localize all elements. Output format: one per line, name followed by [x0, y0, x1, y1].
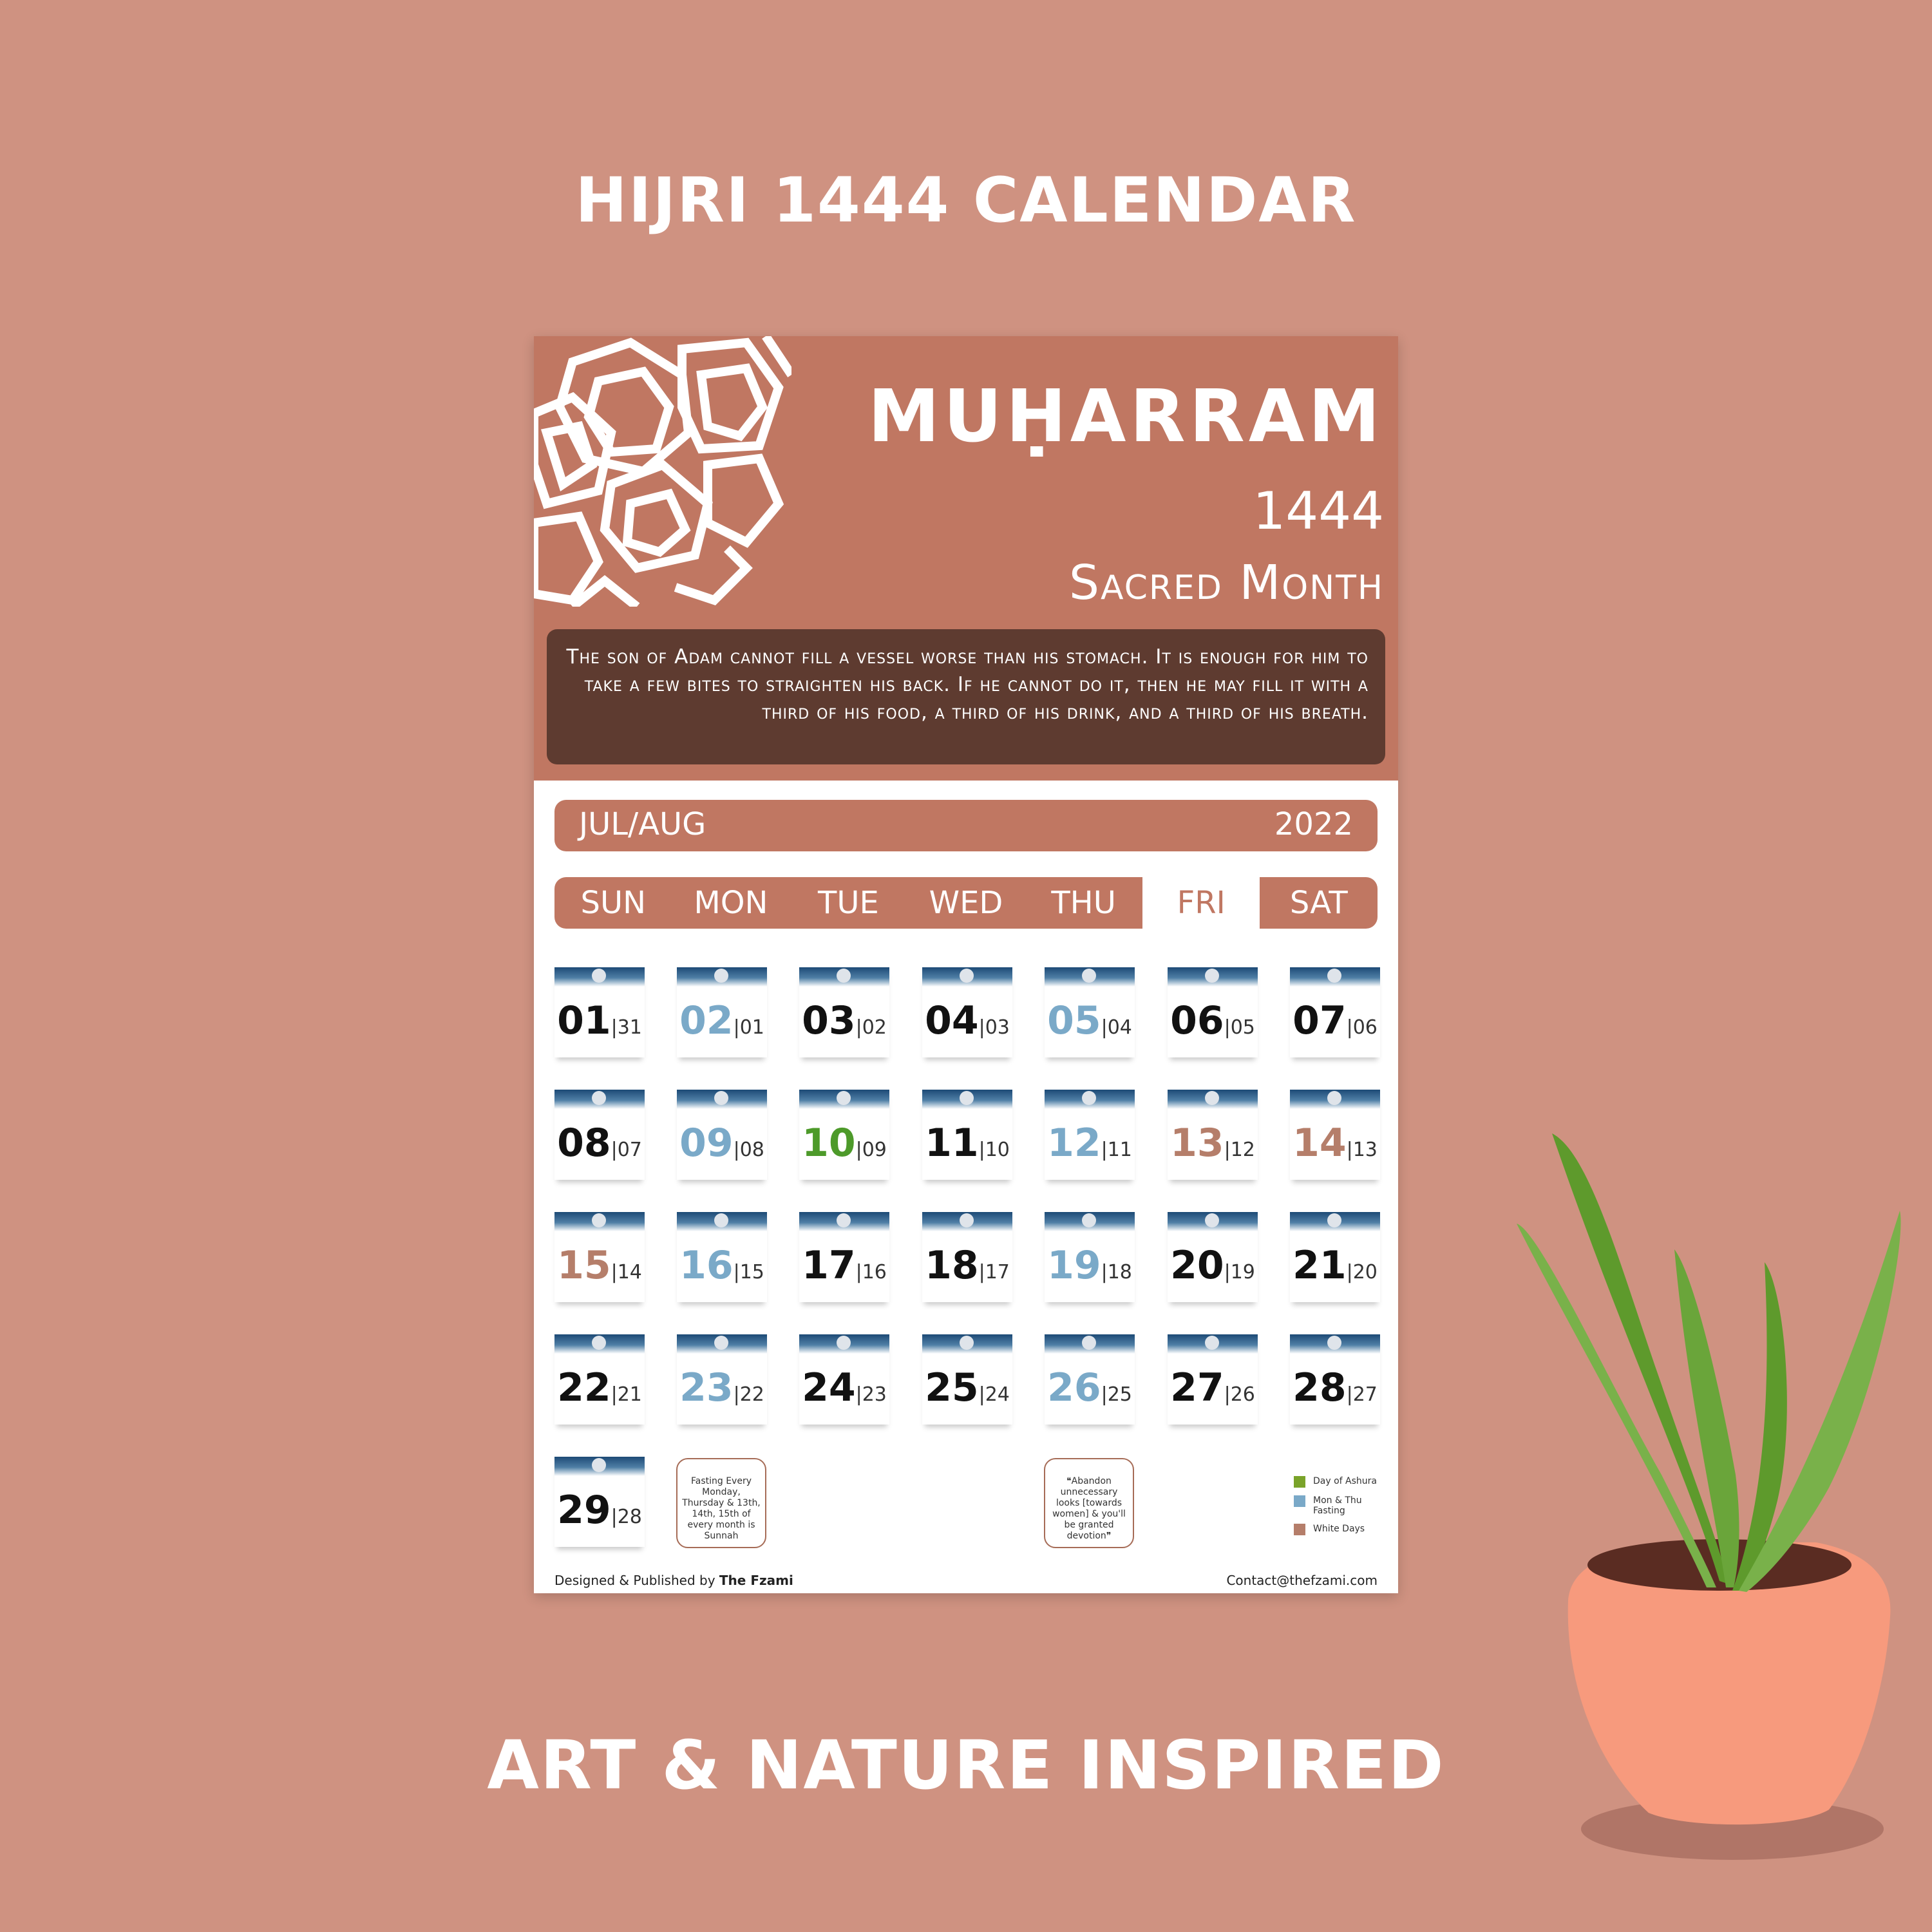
day-cell	[1045, 1090, 1135, 1180]
gregorian-day: 22	[739, 1383, 764, 1406]
day-cell	[1168, 1212, 1258, 1302]
day-separator: |	[1346, 1016, 1353, 1039]
day-number	[922, 1243, 1012, 1288]
moon-phase-icon	[677, 1334, 767, 1354]
month-subtitle: Sacred Month	[1068, 555, 1384, 611]
day-number	[554, 1243, 645, 1288]
hijri-day: 09	[679, 1121, 734, 1166]
monthu-swatch-icon	[1294, 1495, 1305, 1507]
day-separator: |	[1101, 1139, 1108, 1161]
day-separator: |	[611, 1383, 618, 1406]
day-number	[677, 1365, 767, 1410]
gregorian-day: 12	[1230, 1139, 1255, 1161]
hijri-day: 01	[557, 998, 611, 1043]
hijri-day: 05	[1047, 998, 1101, 1043]
weekday-header	[554, 877, 1378, 929]
hijri-day: 24	[802, 1365, 856, 1410]
day-number	[677, 1121, 767, 1166]
weekday-fri: FRI	[1142, 877, 1260, 929]
day-cell	[1168, 1334, 1258, 1425]
gregorian-day: 20	[1352, 1261, 1378, 1283]
legend-item-monthu	[1294, 1495, 1390, 1516]
moon-phase-icon	[799, 1090, 889, 1109]
day-number	[1168, 1243, 1258, 1288]
day-number	[1045, 1243, 1135, 1288]
day-separator: |	[1224, 1016, 1231, 1039]
day-number	[1168, 1365, 1258, 1410]
calendar-header	[534, 336, 1398, 781]
day-separator: |	[733, 1383, 740, 1406]
day-separator: |	[1224, 1261, 1231, 1283]
hijri-day: 04	[925, 998, 979, 1043]
moon-phase-icon	[1290, 1334, 1380, 1354]
weekday-sat: SAT	[1289, 885, 1348, 921]
moon-phase-icon	[677, 967, 767, 987]
moon-icon	[1327, 1091, 1341, 1105]
moon-icon	[837, 969, 851, 983]
day-number	[1168, 998, 1258, 1043]
gregorian-bar	[554, 800, 1378, 851]
moon-icon	[837, 1213, 851, 1227]
moon-icon	[1205, 1091, 1219, 1105]
day-cell	[677, 1334, 767, 1425]
moon-icon	[960, 1336, 974, 1350]
hijri-day: 08	[557, 1121, 611, 1166]
day-separator: |	[855, 1016, 862, 1039]
day-number	[1290, 1365, 1380, 1410]
footer-contact: Contact@thefzami.com	[1226, 1573, 1378, 1588]
hijri-day: 10	[802, 1121, 856, 1166]
gregorian-day: 03	[985, 1016, 1010, 1039]
legend-label: Mon & Thu Fasting	[1313, 1495, 1362, 1516]
hijri-day: 03	[802, 998, 856, 1043]
moon-icon	[960, 1091, 974, 1105]
gregorian-day: 18	[1107, 1261, 1132, 1283]
day-cell	[554, 1334, 645, 1425]
hijri-day: 28	[1293, 1365, 1347, 1410]
hadith-quote: The son of Adam cannot fill a vessel worse than his stomach. It is enough for him to take a few bites to straighten his back. If he cannot do it, then he may fill it with a third of his food, a third of his drink, and a third of his breath.	[547, 629, 1385, 764]
day-number	[1290, 1121, 1380, 1166]
legend	[1294, 1476, 1390, 1543]
footer-brand: The Fzami	[719, 1573, 793, 1588]
day-number	[799, 1365, 889, 1410]
gregorian-months: JUL/AUG	[579, 806, 706, 842]
day-separator: |	[855, 1261, 862, 1283]
day-separator: |	[733, 1016, 740, 1039]
moon-phase-icon	[799, 1334, 889, 1354]
moon-icon	[1082, 969, 1096, 983]
footer-credit	[554, 1573, 793, 1588]
moon-phase-icon	[1290, 1090, 1380, 1109]
hijri-day: 07	[1293, 998, 1347, 1043]
gregorian-day: 21	[617, 1383, 642, 1406]
moon-phase-icon	[922, 967, 1012, 987]
poster-top-title: HIJRI 1444 CALENDAR	[575, 164, 1357, 236]
moon-phase-icon	[1045, 967, 1135, 987]
moon-icon	[1327, 1336, 1341, 1350]
white-days-swatch-icon	[1294, 1524, 1305, 1535]
moon-phase-icon	[922, 1334, 1012, 1354]
moon-icon	[1327, 969, 1341, 983]
gregorian-day: 05	[1230, 1016, 1255, 1039]
day-separator: |	[733, 1139, 740, 1161]
day-number	[677, 998, 767, 1043]
moon-phase-icon	[1168, 1212, 1258, 1231]
day-number	[554, 1365, 645, 1410]
day-cell	[1290, 1212, 1380, 1302]
moon-icon	[714, 1091, 728, 1105]
moon-icon	[714, 969, 728, 983]
day-cell	[799, 1212, 889, 1302]
day-number	[1045, 1365, 1135, 1410]
day-separator: |	[611, 1139, 618, 1161]
day-number	[554, 1121, 645, 1166]
gregorian-day: 13	[1352, 1139, 1378, 1161]
fasting-note: Fasting Every Monday, Thursday & 13th, 14th, 15th of every month is Sunnah	[676, 1458, 766, 1548]
weekday-thu: THU	[1051, 885, 1116, 921]
moon-icon	[1082, 1091, 1096, 1105]
day-cell	[677, 1090, 767, 1180]
moon-phase-icon	[554, 1457, 645, 1476]
day-number	[1290, 1243, 1380, 1288]
gregorian-day: 07	[617, 1139, 642, 1161]
day-separator: |	[1101, 1261, 1108, 1283]
gregorian-day: 27	[1352, 1383, 1378, 1406]
gregorian-day: 02	[862, 1016, 887, 1039]
gregorian-day: 10	[985, 1139, 1010, 1161]
day-separator: |	[978, 1139, 985, 1161]
day-cell	[1045, 967, 1135, 1057]
moon-icon	[960, 1213, 974, 1227]
day-number	[1045, 1121, 1135, 1166]
day-separator: |	[978, 1261, 985, 1283]
weekday-wed: WED	[929, 885, 1003, 921]
day-number	[799, 998, 889, 1043]
gregorian-day: 08	[739, 1139, 764, 1161]
day-separator: |	[978, 1016, 985, 1039]
day-number	[922, 1365, 1012, 1410]
gregorian-year: 2022	[1274, 806, 1353, 842]
moon-icon	[714, 1336, 728, 1350]
weekday-mon: MON	[694, 885, 768, 921]
hijri-day: 27	[1170, 1365, 1224, 1410]
hijri-day: 17	[802, 1243, 856, 1288]
hijri-day: 23	[679, 1365, 734, 1410]
moon-phase-icon	[1045, 1090, 1135, 1109]
moon-phase-icon	[554, 1090, 645, 1109]
hijri-day: 21	[1293, 1243, 1347, 1288]
moon-phase-icon	[922, 1212, 1012, 1231]
hijri-day: 12	[1047, 1121, 1101, 1166]
day-number	[922, 1121, 1012, 1166]
day-cell	[922, 1334, 1012, 1425]
day-number	[1045, 998, 1135, 1043]
day-number	[922, 998, 1012, 1043]
day-cell	[554, 1090, 645, 1180]
moon-phase-icon	[1168, 1090, 1258, 1109]
day-cell	[677, 1212, 767, 1302]
moon-icon	[1082, 1336, 1096, 1350]
gregorian-day: 14	[617, 1261, 642, 1283]
day-separator: |	[855, 1139, 862, 1161]
day-number	[554, 1488, 645, 1533]
moon-icon	[592, 1213, 606, 1227]
moon-phase-icon	[922, 1090, 1012, 1109]
moon-phase-icon	[799, 1212, 889, 1231]
moon-icon	[837, 1336, 851, 1350]
moon-phase-icon	[554, 1334, 645, 1354]
hijri-day: 18	[925, 1243, 979, 1288]
geometric-pattern-icon	[534, 336, 791, 607]
day-separator: |	[611, 1261, 618, 1283]
gregorian-day: 06	[1352, 1016, 1378, 1039]
hijri-day: 11	[925, 1121, 979, 1166]
day-cell	[799, 967, 889, 1057]
day-cell	[554, 1457, 645, 1547]
day-cell	[1045, 1334, 1135, 1425]
moon-phase-icon	[1045, 1212, 1135, 1231]
day-cell	[1290, 967, 1380, 1057]
hijri-day: 29	[557, 1488, 611, 1533]
moon-icon	[837, 1091, 851, 1105]
moon-icon	[714, 1213, 728, 1227]
moon-icon	[592, 1336, 606, 1350]
day-separator: |	[733, 1261, 740, 1283]
day-cell	[1168, 967, 1258, 1057]
gregorian-day: 16	[862, 1261, 887, 1283]
weekday-tue: TUE	[818, 885, 879, 921]
hijri-day: 13	[1170, 1121, 1224, 1166]
moon-phase-icon	[554, 967, 645, 987]
gregorian-day: 15	[739, 1261, 764, 1283]
day-cell	[554, 1212, 645, 1302]
moon-icon	[592, 1458, 606, 1472]
day-cell	[1168, 1090, 1258, 1180]
hijri-day: 25	[925, 1365, 979, 1410]
day-separator: |	[1346, 1261, 1353, 1283]
hijri-day: 02	[679, 998, 734, 1043]
hijri-day: 22	[557, 1365, 611, 1410]
day-separator: |	[1346, 1383, 1353, 1406]
hijri-day: 15	[557, 1243, 611, 1288]
hijri-day: 19	[1047, 1243, 1101, 1288]
day-cell	[799, 1090, 889, 1180]
month-name: MUḤARRAM	[867, 375, 1384, 459]
legend-item-ashura	[1294, 1476, 1390, 1488]
moon-phase-icon	[1168, 1334, 1258, 1354]
hijri-year: 1444	[1253, 481, 1384, 541]
hijri-day: 20	[1170, 1243, 1224, 1288]
hijri-day: 06	[1170, 998, 1224, 1043]
gregorian-day: 23	[862, 1383, 887, 1406]
gregorian-day: 28	[617, 1506, 642, 1528]
day-cell	[1290, 1090, 1380, 1180]
hijri-day: 16	[679, 1243, 734, 1288]
day-cell	[922, 1212, 1012, 1302]
moon-icon	[960, 969, 974, 983]
footer-prefix: Designed & Published by	[554, 1573, 715, 1588]
day-separator: |	[1101, 1016, 1108, 1039]
weekday-sun: SUN	[580, 885, 647, 921]
moon-phase-icon	[1168, 967, 1258, 987]
day-separator: |	[1224, 1139, 1231, 1161]
moon-icon	[1205, 1213, 1219, 1227]
calendar-sheet	[534, 336, 1398, 1593]
day-cell	[554, 967, 645, 1057]
day-number	[799, 1243, 889, 1288]
gregorian-day: 26	[1230, 1383, 1255, 1406]
legend-label: Day of Ashura	[1313, 1476, 1377, 1486]
gregorian-day: 11	[1107, 1139, 1132, 1161]
day-cell	[922, 1090, 1012, 1180]
day-cell	[677, 967, 767, 1057]
day-separator: |	[611, 1506, 618, 1528]
moon-icon	[1082, 1213, 1096, 1227]
day-cell	[922, 967, 1012, 1057]
day-separator: |	[611, 1016, 618, 1039]
gregorian-day: 09	[862, 1139, 887, 1161]
moon-phase-icon	[1290, 1212, 1380, 1231]
day-number	[1290, 998, 1380, 1043]
day-number	[554, 998, 645, 1043]
day-number	[1168, 1121, 1258, 1166]
moon-icon	[1327, 1213, 1341, 1227]
day-cell	[799, 1334, 889, 1425]
moon-phase-icon	[1045, 1334, 1135, 1354]
hijri-day: 26	[1047, 1365, 1101, 1410]
gregorian-day: 17	[985, 1261, 1010, 1283]
moon-phase-icon	[677, 1212, 767, 1231]
gregorian-day: 25	[1107, 1383, 1132, 1406]
hijri-day: 14	[1293, 1121, 1347, 1166]
quote-note: ❝Abandon unnecessary looks [towards women] & you'll be granted devotion❞	[1044, 1458, 1134, 1548]
moon-phase-icon	[677, 1090, 767, 1109]
moon-icon	[1205, 1336, 1219, 1350]
moon-phase-icon	[554, 1212, 645, 1231]
gregorian-day: 04	[1107, 1016, 1132, 1039]
moon-icon	[1205, 969, 1219, 983]
legend-item-white-days	[1294, 1524, 1390, 1535]
moon-icon	[592, 1091, 606, 1105]
gregorian-day: 24	[985, 1383, 1010, 1406]
poster-bottom-title: ART & NATURE INSPIRED	[487, 1726, 1445, 1804]
day-number	[677, 1243, 767, 1288]
moon-phase-icon	[1290, 967, 1380, 987]
day-cell	[1290, 1334, 1380, 1425]
moon-icon	[592, 969, 606, 983]
day-number	[799, 1121, 889, 1166]
day-separator: |	[1101, 1383, 1108, 1406]
day-separator: |	[978, 1383, 985, 1406]
gregorian-day: 19	[1230, 1261, 1255, 1283]
moon-phase-icon	[799, 967, 889, 987]
ashura-swatch-icon	[1294, 1476, 1305, 1488]
gregorian-day: 31	[617, 1016, 642, 1039]
legend-label: White Days	[1313, 1524, 1365, 1534]
gregorian-day: 01	[739, 1016, 764, 1039]
day-separator: |	[1224, 1383, 1231, 1406]
day-separator: |	[1346, 1139, 1353, 1161]
day-separator: |	[855, 1383, 862, 1406]
day-cell	[1045, 1212, 1135, 1302]
